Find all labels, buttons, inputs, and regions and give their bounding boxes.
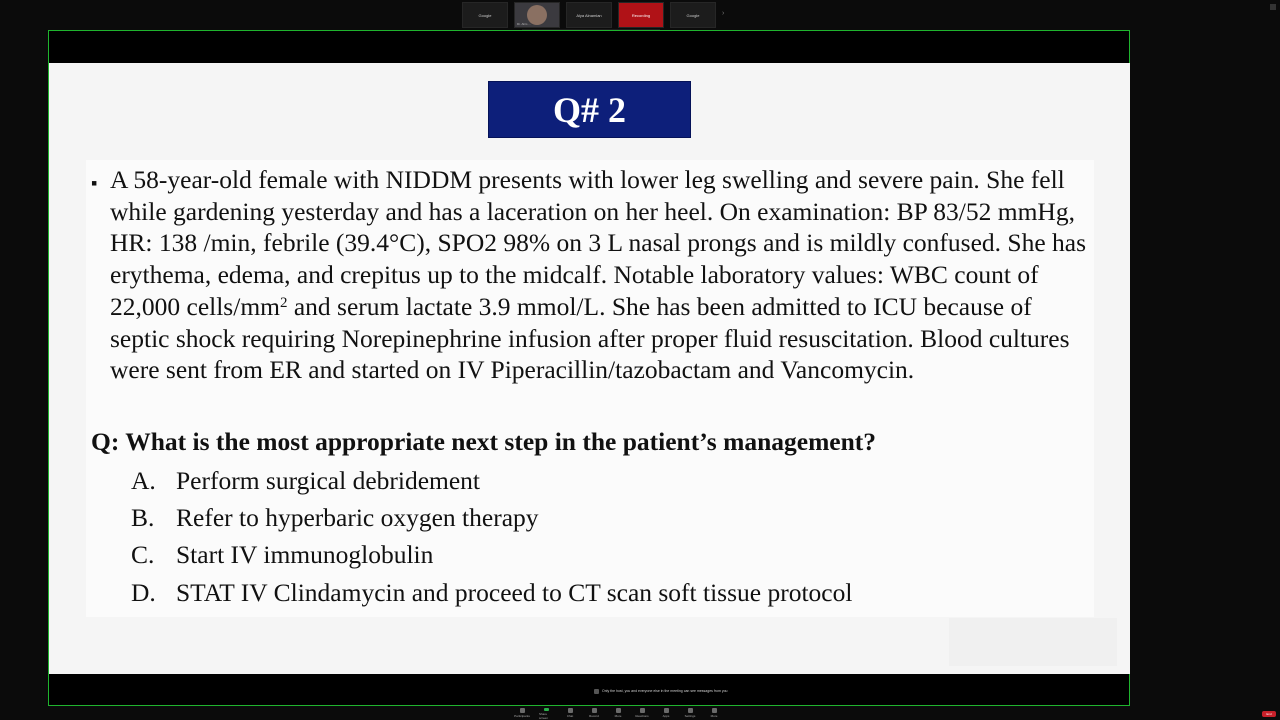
toolbar-participants[interactable] xyxy=(515,708,529,720)
option-a xyxy=(131,462,852,499)
question-stem xyxy=(91,164,1091,386)
toolbar-chat[interactable] xyxy=(563,708,577,720)
participant-name: Alya Alnamlan xyxy=(576,12,602,18)
participant-strip xyxy=(0,0,1280,30)
option-d xyxy=(131,574,852,611)
stem-text-part: A 58-year-old female with NIDDM presents with lower leg swelling and severe pain. She fell while gardening yesterday and has a laceration on her heel. On examination: BP 83/52 mmHg, HR: 138 /min, febrile (39.4°C), SPO2 98% on 3 L nasal prongs and is mildly confused. She has erythema, edema, and crepitus up to the midcalf. Notable laboratory values: WBC count of 22,000 cells/mm xyxy=(110,165,1087,321)
option-text: Start IV immunoglobulin xyxy=(176,540,434,570)
answer-options xyxy=(131,462,852,611)
option-text: Perform surgical debridement xyxy=(176,465,481,495)
option-letter: D. xyxy=(131,577,156,607)
stem-text-part: and serum lactate 3.9 mmol/L. She has been admitted to ICU because of septic shock requiring Norepinephrine infusion after proper fluid resuscitation. Blood cultures were sent from ER and started on IV Piperacillin/tazobactam and Vancomycin. xyxy=(110,291,1070,385)
more-icon xyxy=(616,708,621,713)
question-number-badge: Q# 2 xyxy=(488,81,691,138)
participant-video-tile[interactable] xyxy=(514,2,560,28)
participant-tile[interactable] xyxy=(670,2,716,28)
toolbar-apps[interactable] xyxy=(659,708,673,720)
toolbar-label: Chat xyxy=(566,714,574,718)
question-prompt: Q: What is the most appropriate next step in the patient’s management? xyxy=(91,427,877,456)
participant-name: Recording xyxy=(631,12,651,18)
stem-text xyxy=(110,164,1091,386)
chevron-right-icon[interactable]: › xyxy=(722,10,725,17)
reactions-icon xyxy=(640,708,645,713)
gear-icon xyxy=(688,708,693,713)
toolbar-label: Participants xyxy=(514,714,530,718)
participant-tile[interactable] xyxy=(462,2,508,28)
toolbar-label: Apps xyxy=(662,714,670,718)
toolbar-record[interactable] xyxy=(587,708,601,720)
toolbar-reactions[interactable] xyxy=(635,708,649,720)
chat-notice xyxy=(594,689,728,694)
toolbar-more-2[interactable] xyxy=(707,708,721,720)
toolbar-label: Record xyxy=(589,714,599,718)
participant-name: Google xyxy=(686,12,700,18)
toolbar-share[interactable] xyxy=(539,708,553,720)
bullet-icon: ▪ xyxy=(91,173,98,193)
end-meeting-button[interactable]: End xyxy=(1262,711,1276,717)
option-text: Refer to hyperbaric oxygen therapy xyxy=(176,502,539,532)
option-c xyxy=(131,537,852,574)
toolbar-settings[interactable] xyxy=(683,708,697,720)
info-icon xyxy=(594,689,599,694)
toolbar-label: Reactions xyxy=(635,714,649,718)
option-b xyxy=(131,499,852,536)
slide-placeholder xyxy=(949,618,1117,666)
toolbar-label: Share screen xyxy=(539,712,549,720)
chat-notice-text: Only the host, you and everyone else in the meeting can see messages from you xyxy=(602,689,728,693)
participant-name: Dr. Alim ... xyxy=(517,22,531,26)
participant-tile[interactable] xyxy=(618,2,664,28)
record-icon xyxy=(592,708,597,713)
participant-tile[interactable] xyxy=(566,2,612,28)
option-letter: C. xyxy=(131,540,155,570)
option-letter: B. xyxy=(131,502,155,532)
toolbar-label: More xyxy=(614,714,622,718)
share-screen-icon xyxy=(544,708,549,711)
ellipsis-icon xyxy=(712,708,717,713)
participant-name: Google xyxy=(478,12,492,18)
toolbar-more[interactable] xyxy=(611,708,625,720)
participants-icon xyxy=(520,708,525,713)
option-letter: A. xyxy=(131,465,156,495)
participant-tiles xyxy=(462,2,716,28)
meeting-toolbar xyxy=(515,708,721,720)
option-text: STAT IV Clindamycin and proceed to CT scan soft tissue protocol xyxy=(176,577,853,607)
view-icon[interactable] xyxy=(1270,4,1276,10)
slide xyxy=(49,63,1130,674)
superscript: 2 xyxy=(279,294,288,311)
toolbar-label: Settings xyxy=(684,714,696,718)
toolbar-label: More xyxy=(710,714,718,718)
chat-icon xyxy=(568,708,573,713)
apps-icon xyxy=(664,708,669,713)
